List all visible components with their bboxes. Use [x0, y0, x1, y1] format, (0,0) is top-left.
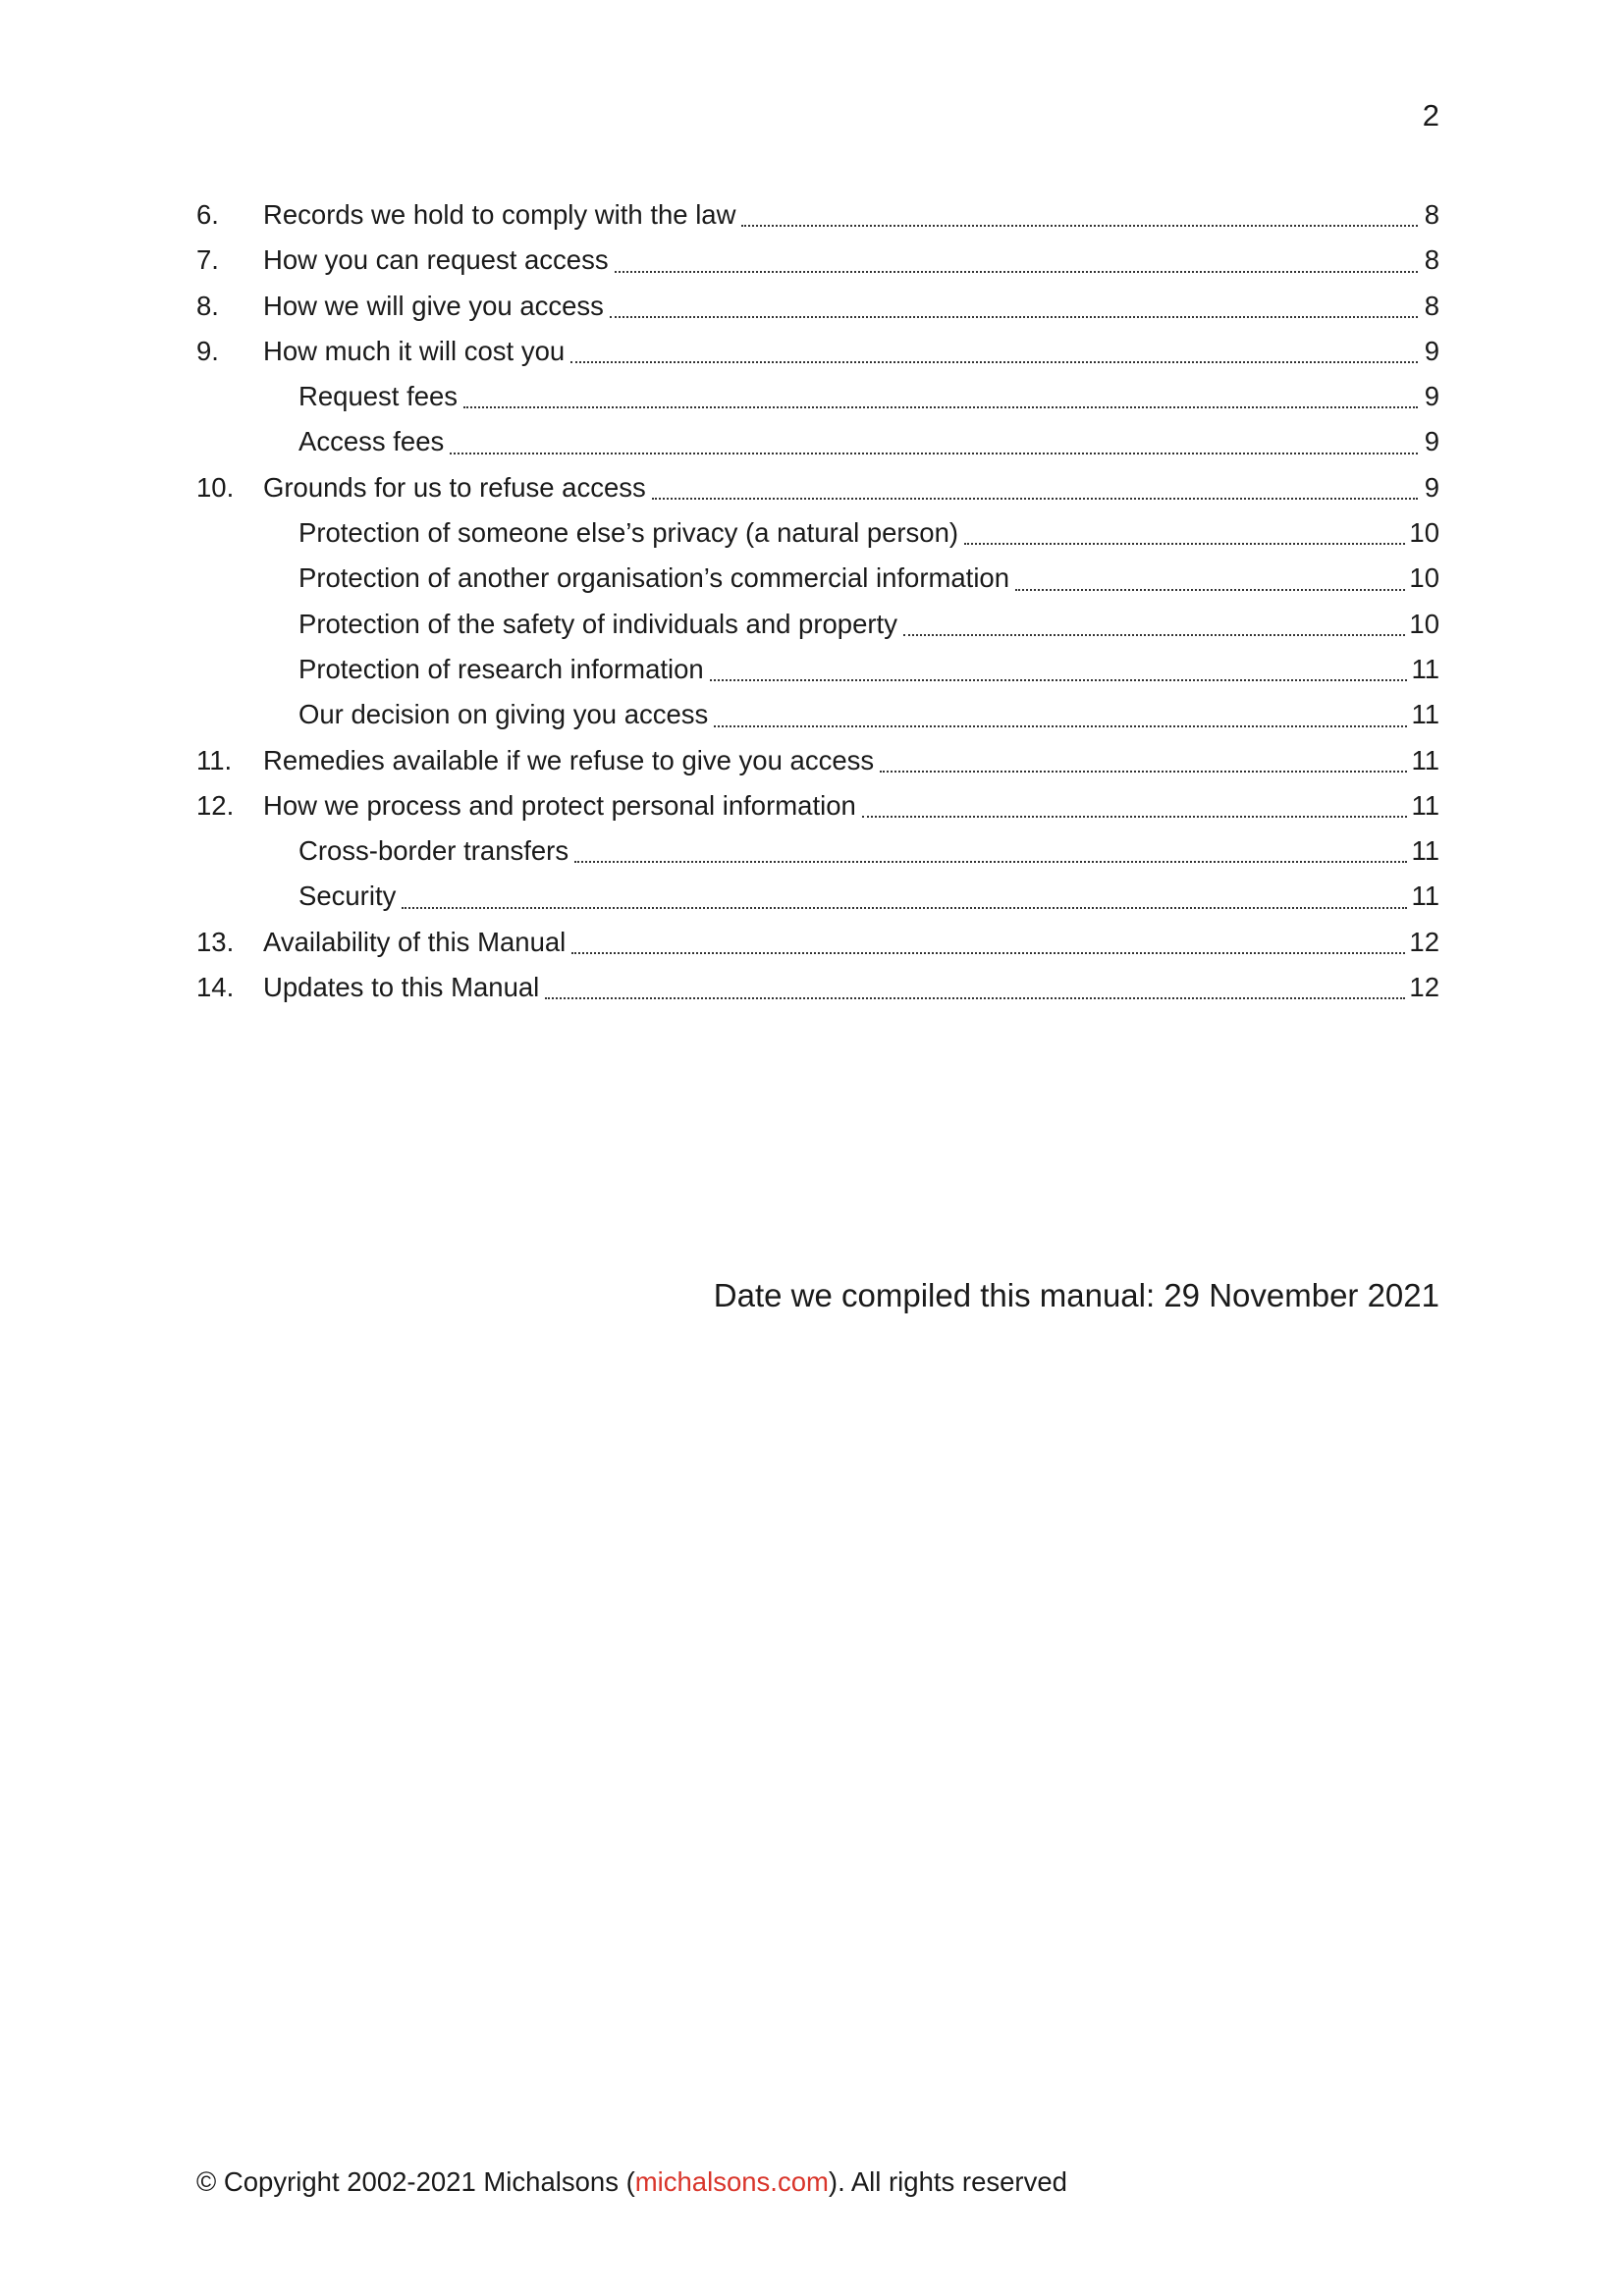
toc-entry-number: 14. — [196, 972, 235, 1003]
toc-entry-number: 11. — [196, 744, 233, 775]
toc-entry[interactable] — [196, 602, 1439, 647]
toc-entry-title: How we will give you access — [263, 290, 604, 321]
toc-entry-title: Grounds for us to refuse access — [263, 471, 646, 503]
toc-entry-page: 9 — [1424, 381, 1439, 412]
toc-entry[interactable] — [196, 828, 1439, 874]
toc-entry[interactable] — [196, 965, 1439, 1010]
toc-dot-leader — [615, 241, 1418, 273]
toc-entry[interactable] — [196, 329, 1439, 374]
toc-entry-page: 9 — [1424, 426, 1439, 457]
toc-entry-page: 10 — [1409, 608, 1439, 639]
toc-entry-title: Cross-border transfers — [298, 835, 569, 867]
toc-entry-title: Request fees — [298, 381, 459, 412]
toc-entry[interactable] — [196, 874, 1439, 919]
toc-entry-number: 6. — [196, 199, 219, 230]
toc-entry-title: Protection of another organisation’s commercial information — [298, 562, 1010, 594]
toc-entry-number: 9. — [196, 335, 219, 366]
toc-entry-number: 13. — [196, 926, 235, 957]
toc-entry[interactable] — [196, 284, 1439, 329]
toc-entry-page: 10 — [1409, 562, 1439, 594]
toc-entry[interactable] — [196, 510, 1439, 556]
toc-dot-leader — [903, 605, 1405, 636]
toc-entry-title: How you can request access — [263, 244, 609, 276]
toc-dot-leader — [714, 696, 1407, 727]
toc-entry-page: 11 — [1411, 744, 1439, 775]
toc-entry[interactable] — [196, 920, 1439, 965]
toc-entry-title: How we process and protect personal information — [263, 789, 856, 821]
toc-dot-leader — [610, 287, 1418, 318]
toc-entry-title: Protection of research information — [298, 653, 704, 684]
toc-entry[interactable] — [196, 238, 1439, 283]
toc-entry-page: 8 — [1424, 290, 1439, 321]
toc-entry-title: Updates to this Manual — [263, 972, 540, 1003]
toc-entry-title: Protection of someone else’s privacy (a natural person) — [298, 517, 959, 549]
toc-entry-page: 12 — [1409, 926, 1439, 957]
toc-entry-page: 11 — [1411, 881, 1439, 912]
toc-dot-leader — [570, 332, 1418, 363]
toc-entry-page: 11 — [1411, 789, 1439, 821]
toc-entry-page: 12 — [1409, 972, 1439, 1003]
toc-entry-page: 11 — [1411, 835, 1439, 867]
toc-dot-leader — [862, 786, 1408, 818]
toc-entry[interactable] — [196, 783, 1439, 828]
toc-entry-title: Availability of this Manual — [263, 926, 567, 957]
toc-entry-title: Remedies available if we refuse to give you access — [263, 744, 875, 775]
toc-entry[interactable] — [196, 647, 1439, 692]
toc-entry[interactable] — [196, 556, 1439, 601]
toc-entry[interactable] — [196, 465, 1439, 510]
toc-dot-leader — [652, 468, 1418, 500]
toc-entry-title: Records we hold to comply with the law — [263, 199, 736, 230]
toc-entry-title: Security — [298, 881, 397, 912]
toc-entry[interactable] — [196, 419, 1439, 464]
toc-entry-title: Access fees — [298, 426, 445, 457]
toc-dot-leader — [964, 513, 1405, 545]
toc-dot-leader — [450, 423, 1418, 454]
toc-entry[interactable] — [196, 738, 1439, 783]
table-of-contents — [196, 192, 1439, 1010]
toc-dot-leader — [571, 923, 1405, 954]
toc-entry-page: 11 — [1411, 699, 1439, 730]
toc-entry-number: 7. — [196, 244, 219, 276]
toc-entry-page: 8 — [1424, 199, 1439, 230]
toc-entry[interactable] — [196, 374, 1439, 419]
toc-entry-page: 9 — [1424, 335, 1439, 366]
toc-entry[interactable] — [196, 192, 1439, 238]
footer-copyright — [196, 2165, 1067, 2199]
toc-entry-page: 10 — [1409, 517, 1439, 549]
compile-date: Date we compiled this manual: 29 November 2021 — [713, 1277, 1439, 1313]
toc-entry[interactable] — [196, 692, 1439, 737]
toc-entry-number: 10. — [196, 471, 235, 503]
toc-dot-leader — [574, 831, 1407, 863]
toc-entry-title: Protection of the safety of individuals and property — [298, 608, 897, 639]
footer-link[interactable]: michalsons.com — [634, 2166, 829, 2197]
page-number: 2 — [1422, 98, 1439, 133]
toc-dot-leader — [741, 195, 1418, 227]
toc-entry-title: Our decision on giving you access — [298, 699, 709, 730]
toc-entry-title: How much it will cost you — [263, 335, 566, 366]
toc-dot-leader — [545, 968, 1405, 999]
toc-dot-leader — [402, 878, 1407, 909]
toc-dot-leader — [463, 377, 1418, 408]
toc-entry-number: 12. — [196, 789, 235, 821]
toc-entry-number: 8. — [196, 290, 219, 321]
toc-dot-leader — [1015, 560, 1405, 591]
toc-entry-page: 11 — [1411, 653, 1439, 684]
toc-dot-leader — [880, 741, 1407, 773]
footer-prefix: © Copyright 2002-2021 Michalsons ( — [196, 2166, 635, 2197]
toc-dot-leader — [710, 650, 1408, 681]
toc-entry-page: 8 — [1424, 244, 1439, 276]
footer-suffix: ). All rights reserved — [828, 2166, 1067, 2197]
toc-entry-page: 9 — [1424, 471, 1439, 503]
